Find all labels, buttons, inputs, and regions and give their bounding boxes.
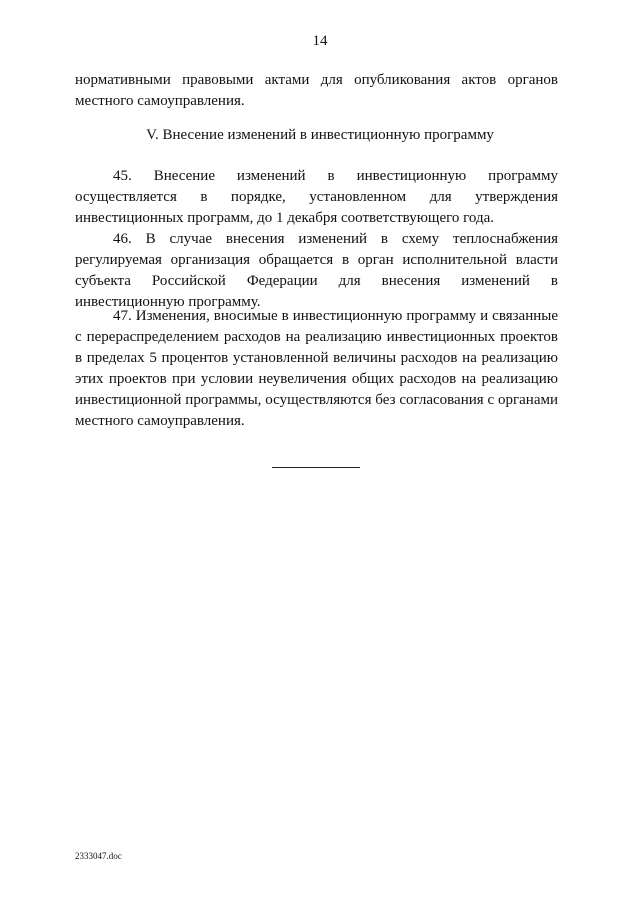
text-line: инвестиционных программ, до 1 декабря соответствующего года. xyxy=(75,210,495,226)
text-line: 47. Изменения, вносимые в инвестиционную программу и связанные xyxy=(113,308,558,324)
text-line: 45. Внесение изменений в инвестиционную программу xyxy=(113,168,558,184)
text-line: 46. В случае внесения изменений в схему теплоснабжения xyxy=(113,231,558,247)
paragraph-47 xyxy=(75,306,558,432)
intro-paragraph xyxy=(75,70,558,112)
text-line: инвестиционную программу. xyxy=(75,294,261,310)
text-line: этих проектов при условии неувеличения общих расходов на реализацию xyxy=(75,371,558,387)
paragraph-45 xyxy=(75,166,558,229)
text-line: в пределах 5 процентов установленной величины расходов на реализацию xyxy=(75,350,558,366)
text-line: нормативными правовыми актами для опубликования актов органов xyxy=(75,72,558,88)
section-heading: V. Внесение изменений в инвестиционную программу xyxy=(146,127,494,143)
paragraph-46 xyxy=(75,229,558,313)
text-line: местного самоуправления. xyxy=(75,93,245,109)
footer-doc-id: 2333047.doc xyxy=(75,851,122,861)
page-number: 14 xyxy=(312,33,328,49)
text-line: инвестиционной программы, осуществляются без согласования с органами xyxy=(75,392,558,408)
text-line: местного самоуправления. xyxy=(75,413,245,429)
text-line: с перераспределением расходов на реализацию инвестиционных проектов xyxy=(75,329,558,345)
text-line: осуществляется в порядке, установленном для утверждения xyxy=(75,189,558,205)
text-line: регулируемая организация обращается в орган исполнительной власти xyxy=(75,252,558,268)
text-line: субъекта Российской Федерации для внесения изменений в xyxy=(75,273,558,289)
end-divider xyxy=(272,467,360,468)
